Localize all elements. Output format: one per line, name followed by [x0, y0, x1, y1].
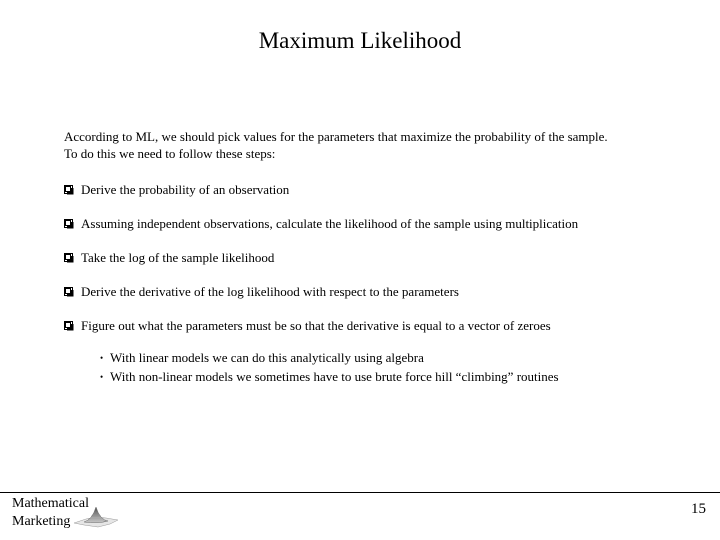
brand-line: Marketing — [12, 514, 71, 529]
checkbox-bullet-icon — [64, 185, 74, 195]
substep-item — [100, 368, 559, 387]
checkbox-bullet-icon — [64, 321, 74, 331]
substep-label: With linear models we can do this analytically using algebra — [110, 350, 424, 365]
intro-line: To do this we need to follow these steps: — [64, 146, 276, 161]
intro-line: According to ML, we should pick values for the parameters that maximize the probability of the sample. — [64, 129, 608, 144]
substep-label: With non-linear models we sometimes have to use brute force hill “climbing” routines — [110, 369, 559, 384]
brand-line: Mathematical — [12, 496, 89, 511]
step-label: Derive the derivative of the log likelihood with respect to the parameters — [81, 283, 459, 299]
step-label: Derive the probability of an observation — [81, 181, 290, 197]
substep-item — [100, 349, 559, 368]
checkbox-bullet-icon — [64, 253, 74, 263]
intro-text — [64, 128, 684, 162]
bullet-dot-icon: • — [100, 372, 104, 382]
step-label: Take the log of the sample likelihood — [81, 249, 275, 265]
checkbox-bullet-icon — [64, 287, 74, 297]
step-item — [64, 180, 704, 199]
substeps-list — [100, 349, 559, 387]
step-label: Figure out what the parameters must be so that the derivative is equal to a vector of zeroes — [81, 317, 551, 333]
step-item — [64, 282, 704, 301]
checkbox-bullet-icon — [64, 219, 74, 229]
step-item — [64, 316, 704, 335]
step-item — [64, 248, 704, 267]
steps-list — [64, 180, 704, 350]
step-label: Assuming independent observations, calculate the likelihood of the sample using multiplication — [81, 215, 579, 231]
page-number: 15 — [691, 501, 706, 517]
footer-divider — [0, 492, 720, 493]
bullet-dot-icon: • — [100, 353, 104, 363]
slide-title: Maximum Likelihood — [258, 28, 462, 53]
surface-plot-icon — [72, 503, 120, 534]
step-item — [64, 214, 704, 233]
